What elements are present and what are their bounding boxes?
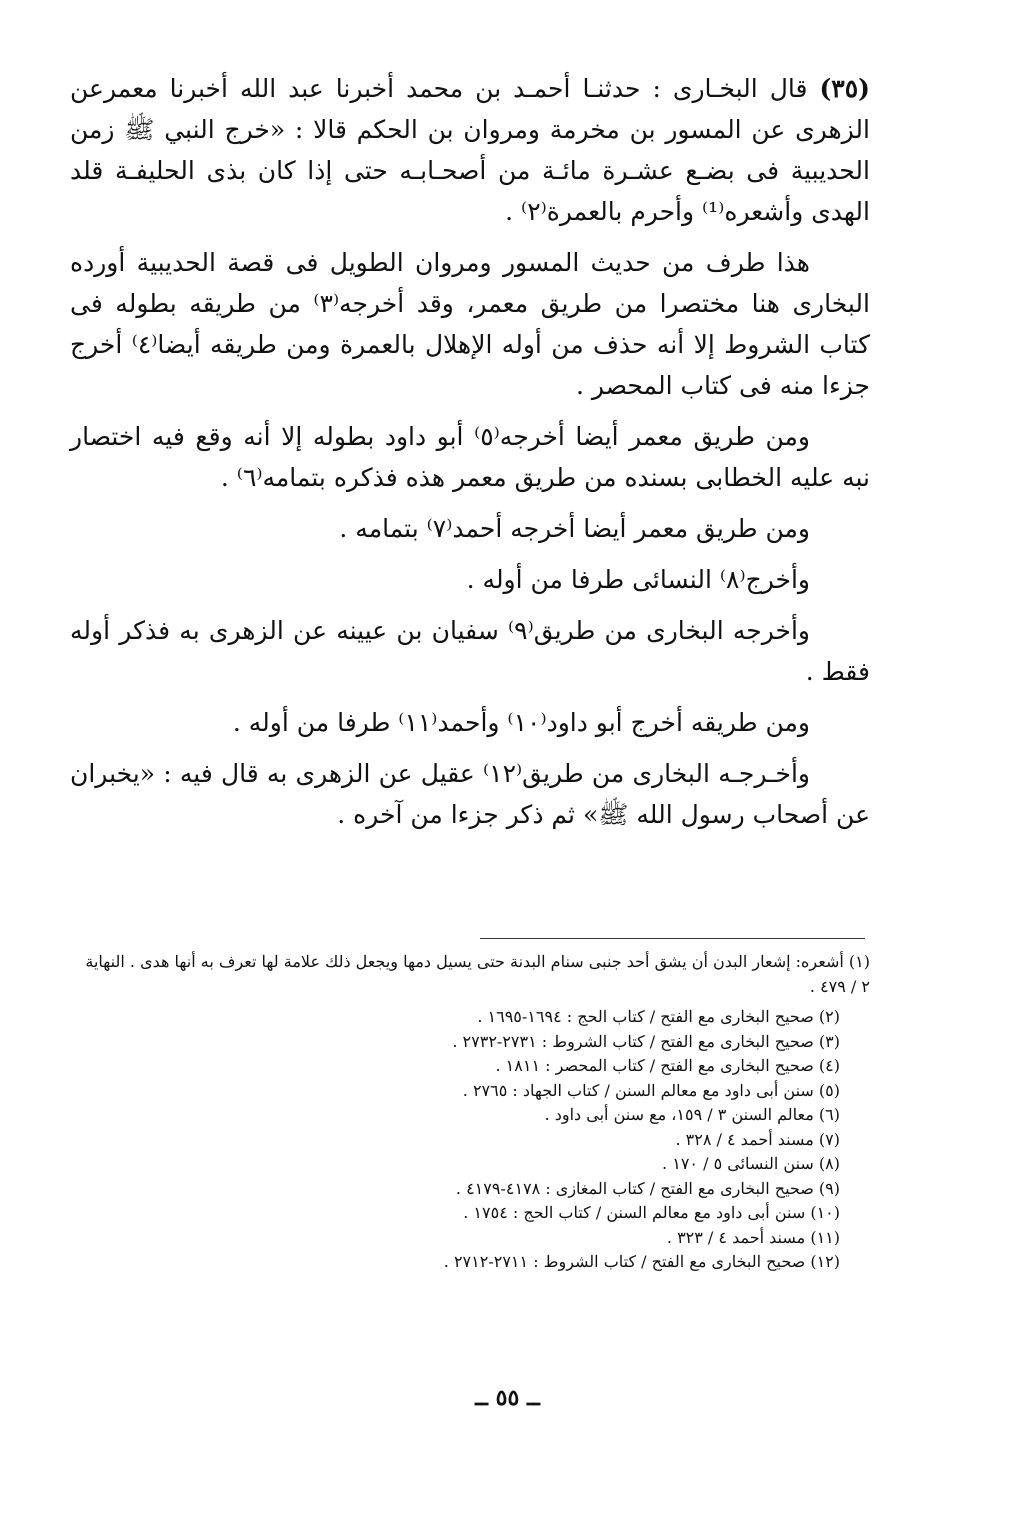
page-number: ــ ٥٥ ــ	[475, 1385, 540, 1411]
footnote: (٤) صحيح البخارى مع الفتح / كتاب المحصر : ١٨١١ .	[495, 1056, 840, 1075]
hadith-number: (٣٥)	[819, 74, 870, 103]
commentary-paragraph: وأخرجه البخارى من طريق⁽٩⁾ سفيان بن عيينه عن الزهرى به فذكر أوله فقط .	[70, 616, 870, 686]
commentary-paragraph: ومن طريق معمر أيضا أخرجه⁽٥⁾ أبو داود بطوله إلا أنه وقع فيه اختصار نبه عليه الخطابى بسنده من طريق معمر هذه فذكره بتمامه⁽٦⁾ .	[70, 422, 870, 492]
commentary-paragraph: وأخـرجـه البخارى من طريق⁽١٢⁾ عقيل عن الزهرى به قال فيه : «يخبران عن أصحاب رسول الله ﷺ» ثم ذكر جزءا من آخره .	[70, 759, 870, 829]
footnote: (٩) صحيح البخارى مع الفتح / كتاب المغازى : ٤١٧٨-٤١٧٩ .	[455, 1178, 840, 1198]
footnote: (٥) سنن أبى داود مع معالم السنن / كتاب الجهاد : ٢٧٦٥ .	[462, 1080, 840, 1100]
commentary-paragraph: هذا طرف من حديث المسور ومروان الطويل فى قصة الحديبية أورده البخارى هنا مختصرا من طريق معمر، وقد أخرجه⁽٣⁾ من طريقه بطوله فى كتاب الشروط إلا أنه حذف من أوله الإهلال بالعمرة ومن طريقه أيضا⁽٤⁾ أخرج جزءا منه فى كتاب المحصر .	[70, 248, 870, 400]
footnote: (٨) سنن النسائى ٥ / ١٧٠ .	[662, 1154, 840, 1173]
footnote: (١٢) صحيح البخارى مع الفتح / كتاب الشروط : ٢٧١١-٢٧١٢ .	[443, 1252, 840, 1271]
commentary-paragraph: ومن طريق معمر أيضا أخرجه أحمد⁽٧⁾ بتمامه .	[339, 514, 810, 543]
footnote-divider	[480, 938, 865, 939]
commentary-paragraph: وأخرج⁽٨⁾ النسائى طرفا من أوله .	[466, 565, 810, 594]
hadith-text: قال البخـارى : حدثنـا أحمـد بن محمد أخبرنا عبد الله أخبرنا معمرعن الزهرى عن المسور بن مخرمة ومروان بن الحكم قالا : «خرج النبي ﷺ زمن الحديبية فى بضـع عشـرة مائـة من أصحـابـه حتى إذا كان بذى الحليفـة قلد الهدى وأشعره⁽¹⁾ وأحرم بالعمرة⁽٢⁾ .	[70, 74, 870, 226]
commentary-paragraph: ومن طريقه أخرج أبو داود⁽١٠⁾ وأحمد⁽١١⁾ طرفا من أوله .	[232, 708, 810, 737]
main-text	[70, 68, 870, 845]
footnote: (٢) صحيح البخارى مع الفتح / كتاب الحج : ١٦٩٤-١٦٩٥ .	[477, 1007, 840, 1026]
footnote: (١١) مسند أحمد ٤ / ٣٢٣ .	[666, 1227, 840, 1247]
footnote: (١٠) سنن أبى داود مع معالم السنن / كتاب الحج : ١٧٥٤ .	[463, 1203, 840, 1222]
footnote: (٦) معالم السنن ٣ / ١٥٩، مع سنن أبى داود .	[544, 1105, 840, 1124]
footnotes	[80, 950, 870, 1275]
footnote: (٣) صحيح البخارى مع الفتح / كتاب الشروط : ٢٧٣١-٢٧٣٢ .	[452, 1031, 840, 1051]
footnote: (٧) مسند أحمد ٤ / ٣٢٨ .	[675, 1129, 840, 1149]
footnote: (١) أشعره: إشعار البدن أن يشق أحد جنبى سنام البدنة حتى يسيل دمها ويجعل ذلك علامة لها تعرف به أنها هدى . النهاية ٢ / ٤٧٩ .	[85, 952, 870, 996]
hadith-paragraph	[70, 68, 870, 232]
